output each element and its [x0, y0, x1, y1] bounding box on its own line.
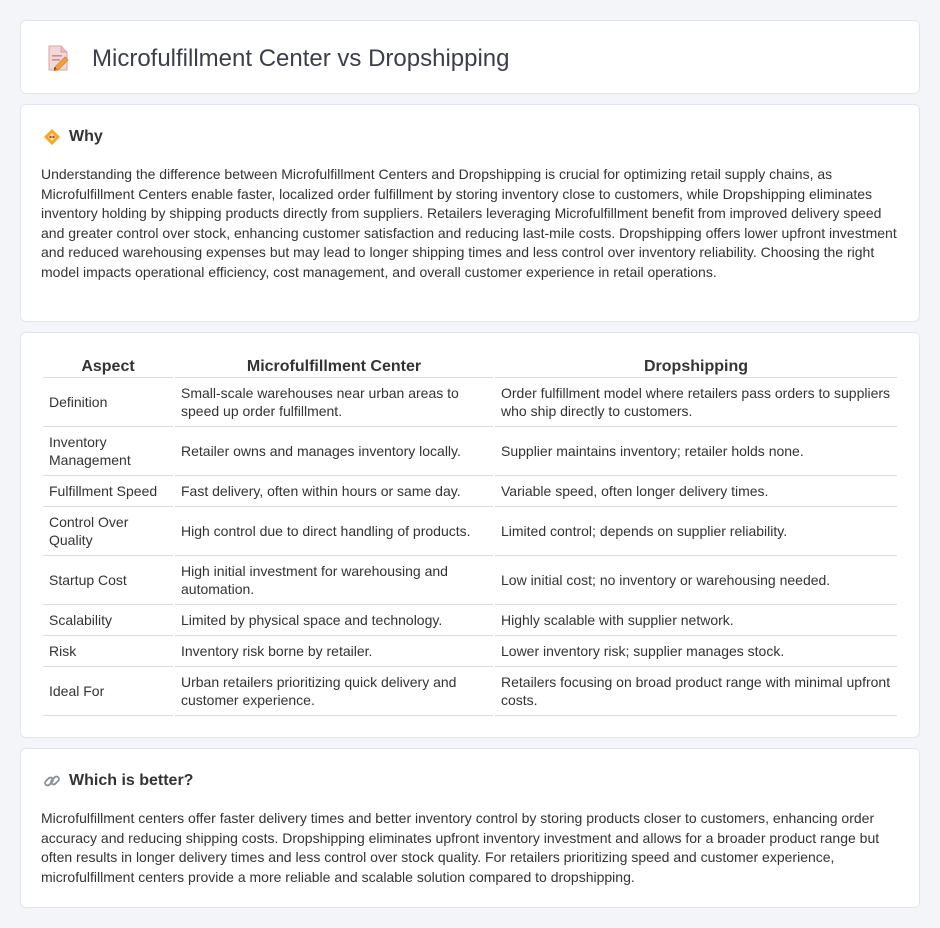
why-title: Why — [69, 128, 103, 145]
better-title: Which is better? — [69, 772, 194, 789]
table-row — [43, 636, 897, 667]
microfulfillment-cell: Urban retailers prioritizing quick delivery and customer experience. — [175, 667, 493, 716]
aspect-cell: Control Over Quality — [43, 507, 173, 556]
dropshipping-cell: Lower inventory risk; supplier manages stock. — [495, 636, 897, 667]
comparison-table — [41, 355, 899, 716]
microfulfillment-cell: High control due to direct handling of products. — [175, 507, 493, 556]
microfulfillment-cell: Small-scale warehouses near urban areas to speed up order fulfillment. — [175, 378, 493, 427]
dropshipping-cell: Order fulfillment model where retailers pass orders to suppliers who ship directly to customers. — [495, 378, 897, 427]
diamond-icon — [43, 128, 61, 146]
table-row — [43, 507, 897, 556]
aspect-cell: Inventory Management — [43, 427, 173, 476]
aspect-cell: Definition — [43, 378, 173, 427]
microfulfillment-cell: Fast delivery, often within hours or same day. — [175, 476, 493, 507]
dropshipping-cell: Highly scalable with supplier network. — [495, 605, 897, 636]
link-icon — [43, 772, 61, 790]
header-aspect: Aspect — [43, 355, 173, 378]
page-title: Microfulfillment Center vs Dropshipping — [92, 45, 510, 72]
document-pencil-icon — [47, 45, 69, 71]
why-section — [20, 104, 920, 322]
microfulfillment-cell: High initial investment for warehousing and automation. — [175, 556, 493, 605]
aspect-cell: Startup Cost — [43, 556, 173, 605]
aspect-cell: Fulfillment Speed — [43, 476, 173, 507]
dropshipping-cell: Retailers focusing on broad product range with minimal upfront costs. — [495, 667, 897, 716]
better-text: Microfulfillment centers offer faster delivery times and better inventory control by storing products closer to customers, enhancing order accuracy and reducing shipping costs. Dropshipping eliminates upfront inventory investment and allows for a broader product range but often results in longer delivery times and less control over stock quality. For retailers prioritizing speed and customer experience, microfulfillment centers provide a more reliable and scalable solution compared to dropshipping. — [41, 810, 880, 885]
microfulfillment-cell: Inventory risk borne by retailer. — [175, 636, 493, 667]
aspect-cell: Ideal For — [43, 667, 173, 716]
microfulfillment-cell: Retailer owns and manages inventory locally. — [175, 427, 493, 476]
dropshipping-cell: Limited control; depends on supplier reliability. — [495, 507, 897, 556]
better-heading — [43, 771, 193, 791]
table-row — [43, 556, 897, 605]
header-dropshipping: Dropshipping — [495, 355, 897, 378]
comparison-table-card — [20, 332, 920, 738]
dropshipping-cell: Variable speed, often longer delivery times. — [495, 476, 897, 507]
title-card — [20, 20, 920, 94]
table-row — [43, 378, 897, 427]
aspect-cell: Risk — [43, 636, 173, 667]
dropshipping-cell: Supplier maintains inventory; retailer holds none. — [495, 427, 897, 476]
which-is-better-section — [20, 748, 920, 908]
header-microfulfillment: Microfulfillment Center — [175, 355, 493, 378]
why-heading — [43, 127, 103, 147]
dropshipping-cell: Low initial cost; no inventory or warehousing needed. — [495, 556, 897, 605]
microfulfillment-cell: Limited by physical space and technology. — [175, 605, 493, 636]
table-header-row — [43, 355, 897, 378]
table-row — [43, 667, 897, 716]
why-text: Understanding the difference between Microfulfillment Centers and Dropshipping is crucial for optimizing retail supply chains, as Microfulfillment Centers enable faster, localized order fulfillment by storing inventory close to customers, while Dropshipping eliminates inventory holding by shipping products directly from suppliers. Retailers leveraging Microfulfillment benefit from improved delivery speed and greater control over stock, enhancing customer satisfaction and reducing last-mile costs. Dropshipping offers lower upfront investment and reduced warehousing expenses but may lead to longer shipping times and less control over inventory reliability. Choosing the right model impacts operational efficiency, cost management, and overall customer experience in retail operations. — [41, 166, 897, 280]
table-row — [43, 427, 897, 476]
table-row — [43, 605, 897, 636]
table-row — [43, 476, 897, 507]
aspect-cell: Scalability — [43, 605, 173, 636]
